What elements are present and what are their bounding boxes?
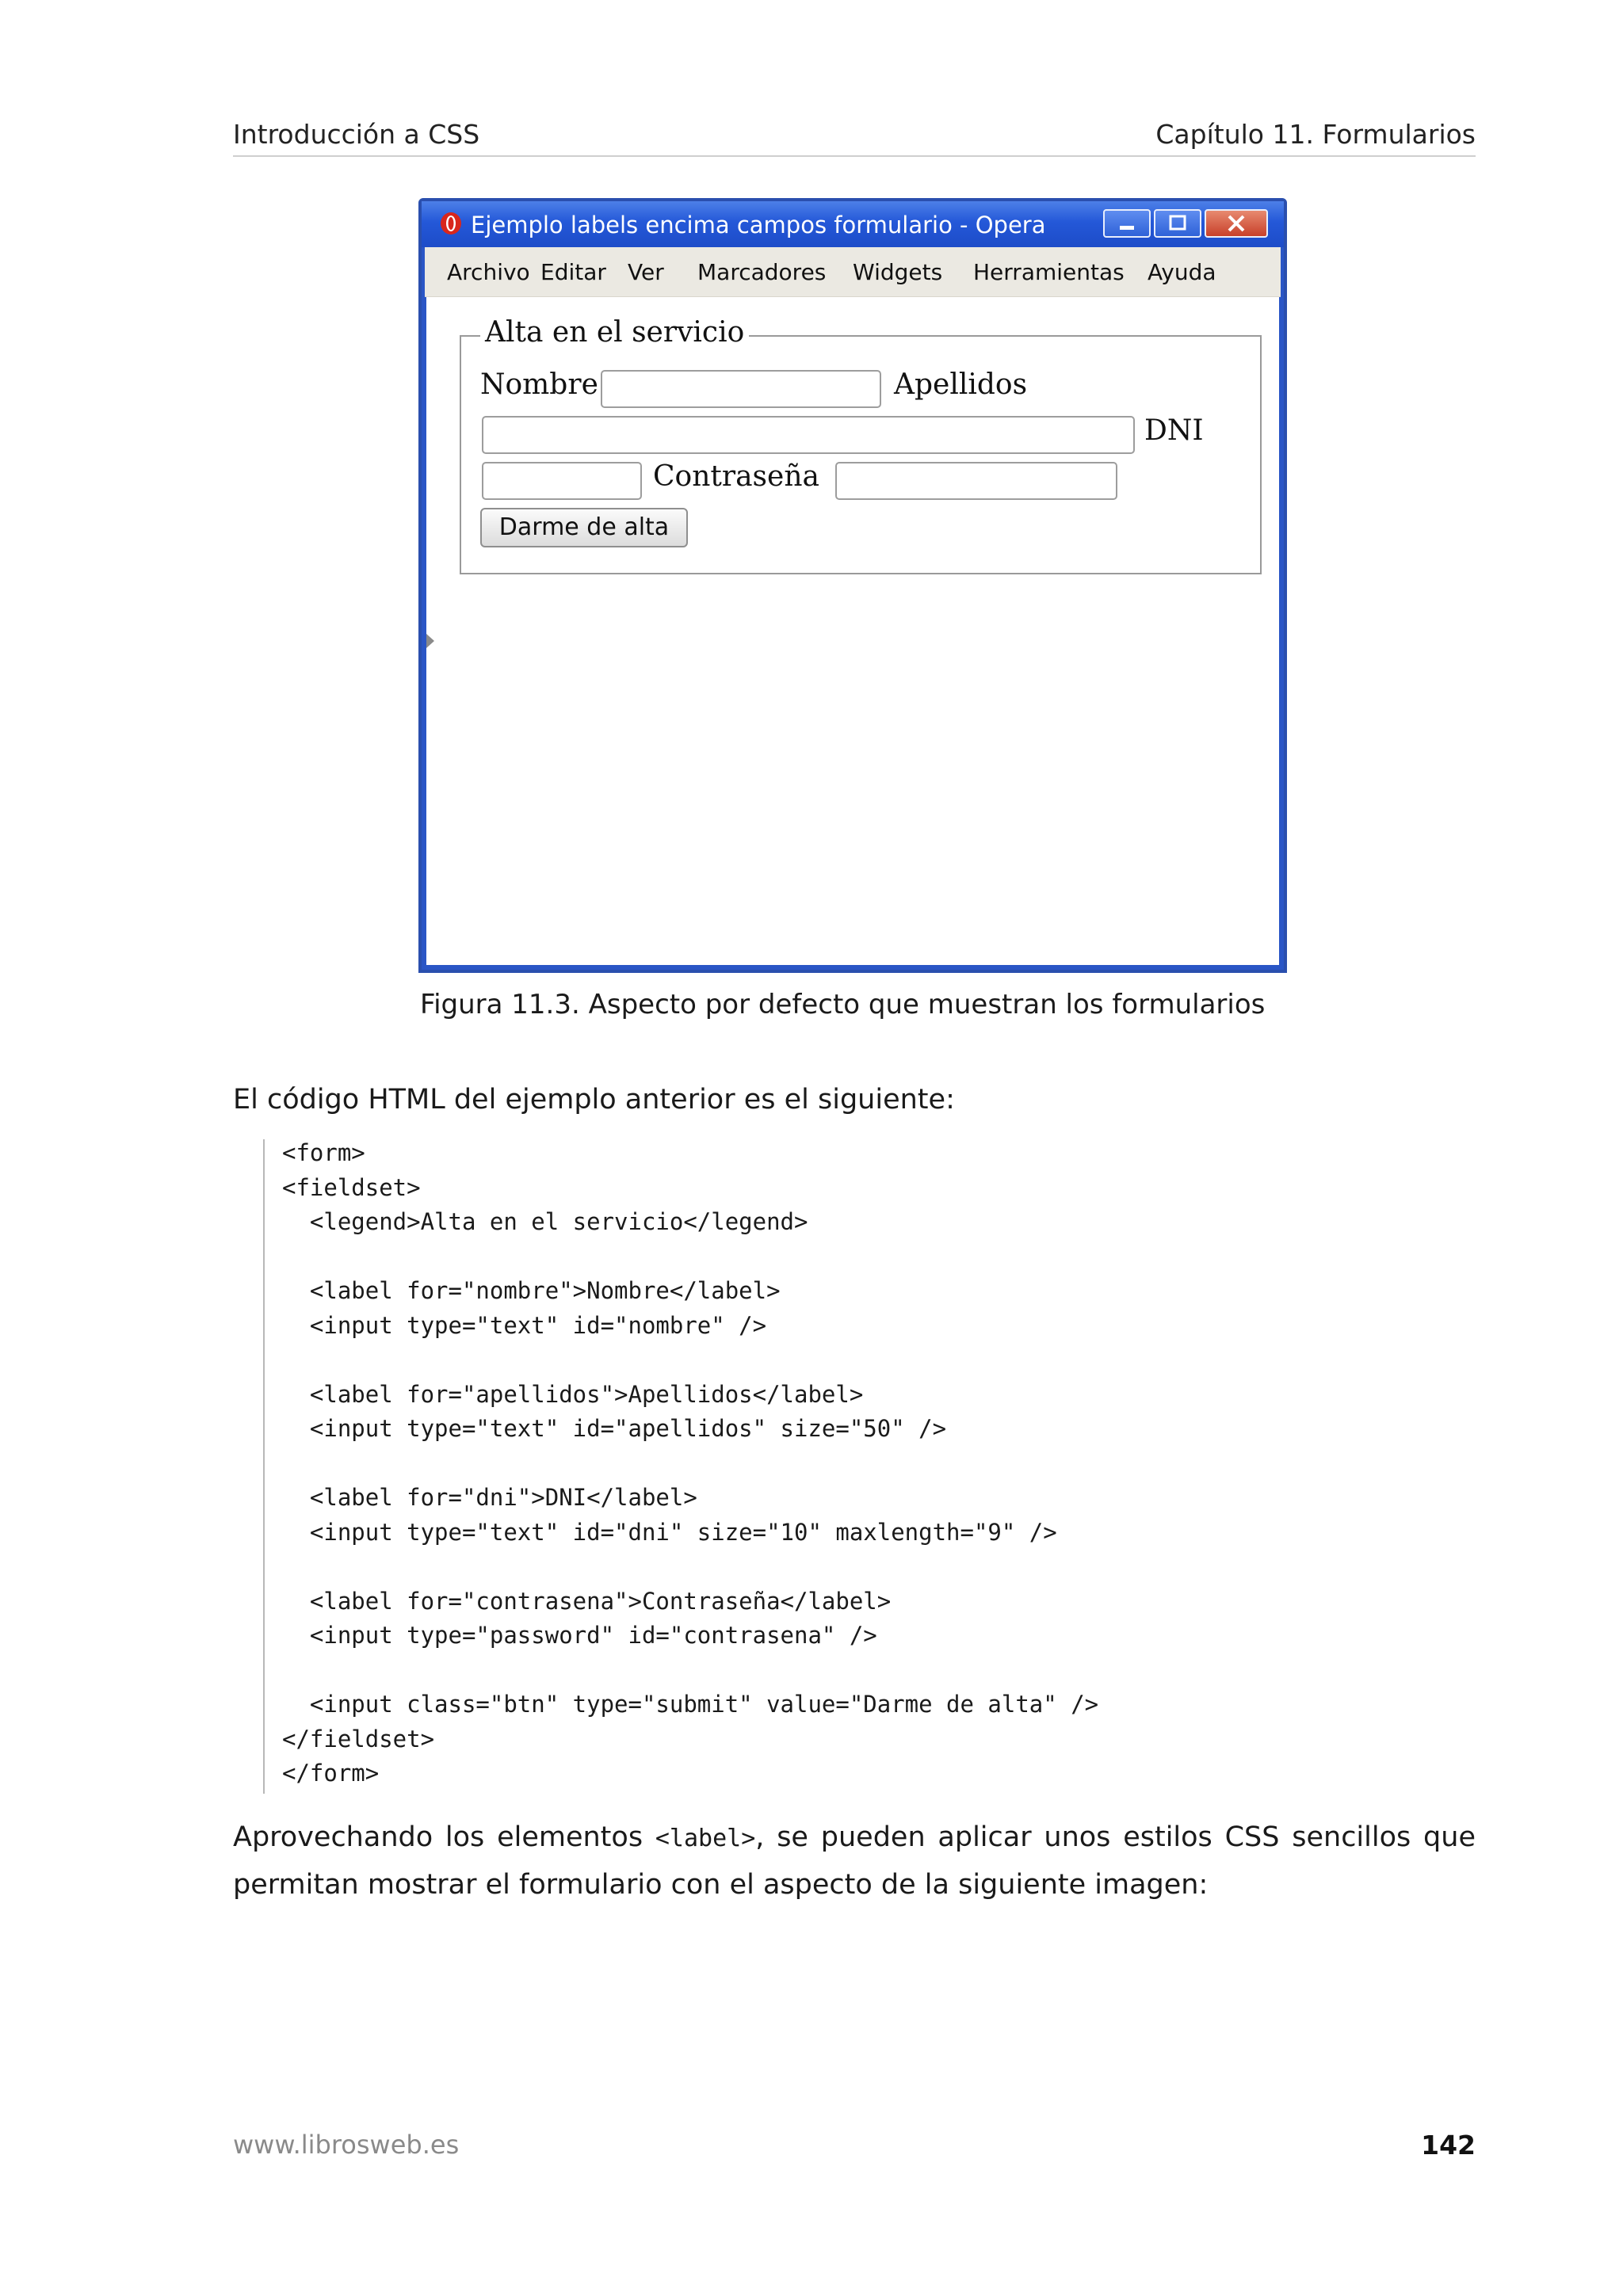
code-line: <label for="dni">DNI</label> <box>282 1484 697 1511</box>
side-panel-arrow-icon[interactable] <box>426 634 434 648</box>
label-apellidos: Apellidos <box>894 368 1028 401</box>
code-line: <legend>Alta en el servicio</legend> <box>282 1208 808 1235</box>
window-title: Ejemplo labels encima campos formulario - Opera <box>471 212 1046 238</box>
code-line: <input type="text" id="nombre" /> <box>282 1311 767 1339</box>
label-dni: DNI <box>1144 414 1204 447</box>
close-icon <box>1206 211 1266 236</box>
nombre-input[interactable] <box>601 370 881 408</box>
code-line: </form> <box>282 1760 380 1787</box>
header-book-title: Introducción a CSS <box>233 119 480 150</box>
opera-logo-icon <box>439 211 463 236</box>
label-nombre: Nombre <box>480 368 598 401</box>
footer-url: www.librosweb.es <box>233 2130 460 2160</box>
code-block <box>263 1139 1216 1794</box>
minimize-button[interactable] <box>1103 209 1151 238</box>
dni-input[interactable] <box>482 462 642 500</box>
code-line: <label for="nombre">Nombre</label> <box>282 1277 781 1304</box>
menu-bar <box>425 247 1281 297</box>
browser-viewport <box>426 297 1279 965</box>
code-line: <label for="contrasena">Contraseña</label> <box>282 1587 892 1615</box>
maximize-button[interactable] <box>1154 209 1201 238</box>
code-line: <fieldset> <box>282 1173 421 1201</box>
menu-ayuda[interactable]: Ayuda <box>1148 259 1216 285</box>
close-button[interactable] <box>1205 209 1268 238</box>
header-chapter-title: Capítulo 11. Formularios <box>1155 119 1476 150</box>
figure-caption: Figura 11.3. Aspecto por defecto que muestran los formularios <box>420 989 1266 1020</box>
browser-window-screenshot <box>418 198 1287 973</box>
code-line: <input class="btn" type="submit" value="Darme de alta" /> <box>282 1691 1099 1718</box>
inline-code-label: <label> <box>655 1825 756 1852</box>
fieldset-legend: Alta en el servicio <box>480 316 749 349</box>
menu-ver[interactable]: Ver <box>628 259 664 285</box>
menu-archivo[interactable]: Archivo <box>447 259 530 285</box>
menu-marcadores[interactable]: Marcadores <box>697 259 827 285</box>
paragraph-text-after: , se pueden aplicar unos estilos CSS sencillos que permitan mostrar el formulario con el aspecto de la siguiente imagen: <box>233 1821 1476 1901</box>
menu-editar[interactable]: Editar <box>540 259 606 285</box>
menu-herramientas[interactable]: Herramientas <box>973 259 1125 285</box>
apellidos-input[interactable] <box>482 416 1135 454</box>
code-line: </fieldset> <box>282 1725 435 1753</box>
contrasena-input[interactable] <box>835 462 1117 500</box>
code-line: <input type="text" id="apellidos" size="50" /> <box>282 1415 947 1442</box>
code-line: <form> <box>282 1139 365 1166</box>
code-line: <input type="text" id="dni" size="10" maxlength="9" /> <box>282 1518 1057 1546</box>
menu-widgets[interactable]: Widgets <box>853 259 943 285</box>
label-contrasena: Contraseña <box>653 460 819 493</box>
code-line: <input type="password" id="contrasena" /> <box>282 1622 877 1649</box>
body-paragraph <box>233 1814 1476 1908</box>
window-titlebar <box>422 201 1284 247</box>
intro-paragraph: El código HTML del ejemplo anterior es el siguiente: <box>233 1084 955 1116</box>
page-number: 142 <box>1421 2130 1476 2161</box>
paragraph-text-before: Aprovechando los elementos <box>233 1821 655 1853</box>
maximize-icon <box>1155 211 1200 236</box>
darme-de-alta-button[interactable]: Darme de alta <box>480 508 688 547</box>
minimize-icon <box>1105 211 1149 236</box>
code-line: <label for="apellidos">Apellidos</label> <box>282 1380 864 1408</box>
page-header <box>233 119 1476 157</box>
